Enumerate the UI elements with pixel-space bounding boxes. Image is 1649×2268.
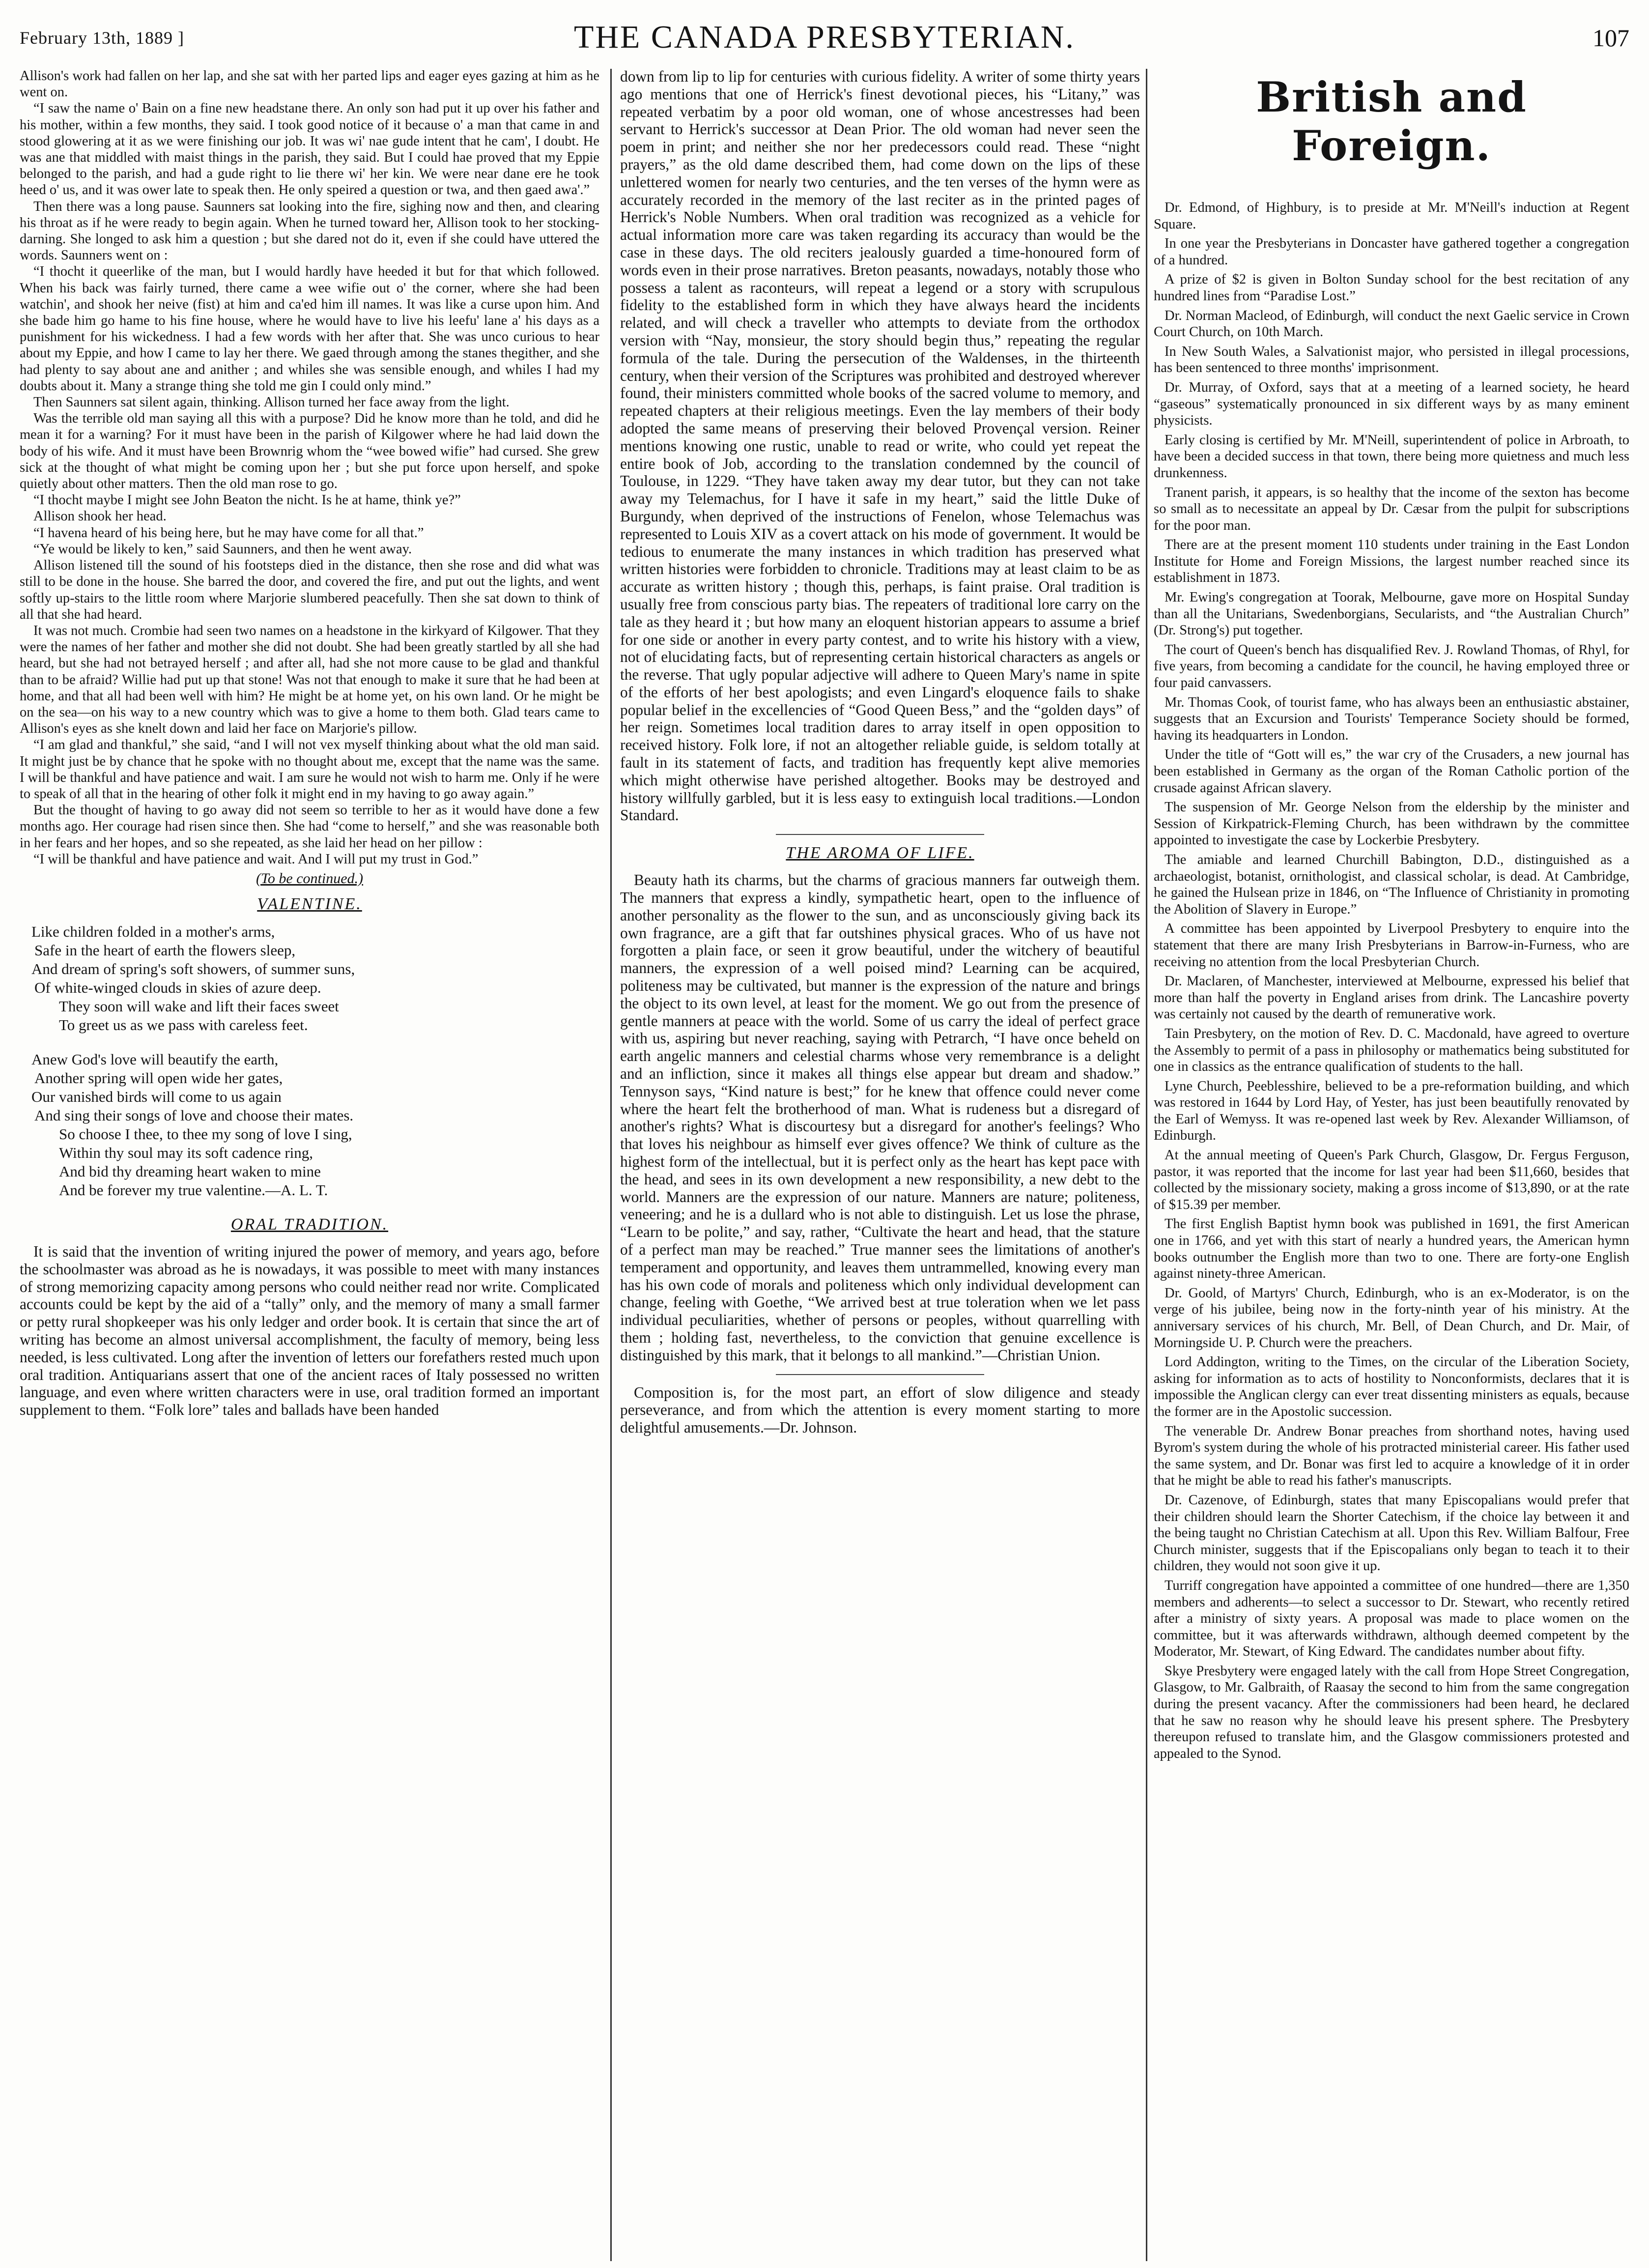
story-paragraph: But the thought of having to go away did not seem so terrible to her as it would have done a few months ago. Her courage had risen since then. She had “come to herself,” and she was reasonable both in her fears and her hopes, and so she repeated, as she laid her head on her pillow :	[20, 803, 599, 851]
news-item: Mr. Thomas Cook, of tourist fame, who has always been an enthusiastic abstainer, suggests that an Excursion and Tourists' Temperance Society should be formed, having its headquarters in London.	[1154, 694, 1629, 743]
story-paragraph: “Ye would be likely to ken,” said Saunners, and then he went away.	[33, 541, 412, 557]
story-paragraph: “I saw the name o' Bain on a fine new headstane there. An only son had put it up over his father and his mother, within a few months, they said. I took good notice of it because o' a man that came in and stood glowering at it as we were finishing our job. It was wi' nae gude intent that he cam', I doubt. He was ane that middled with maist things in the parish, they said. But I could hae proved that my Eppie belonged to the parish, and had a gude right to lie there wi' her kin. We were near dane ere he took heed o' us, and it was ower late to speak then. He only speired a question or twa, and then gaed awa'.”	[20, 101, 599, 198]
news-item: A committee has been appointed by Liverpool Presbytery to enquire into the statement that there are many Irish Presbyterians in Barrow-in-Furness, who are receiving no attention from the local Presbyterian Church.	[1154, 921, 1629, 970]
news-item: The venerable Dr. Andrew Bonar preaches from shorthand notes, having used Byrom's system during the whole of his protracted ministerial career. His father used the same system, and Dr. Bonar was first led to acquire a knowledge of it in order that he might be able to read his father's manuscripts.	[1154, 1423, 1629, 1489]
news-item: Dr. Norman Macleod, of Edinburgh, will conduct the next Gaelic service in Crown Court Church, on 10th March.	[1154, 308, 1629, 340]
news-item: The amiable and learned Churchill Babington, D.D., distinguished as a archaeologist, botanist, ornithologist, and classical scholar, is dead. At Cambridge, he gained the Hulsean prize in 1846, on “The Influence of Christianity in promoting the Abolition of Slavery in Europe.”	[1154, 852, 1629, 917]
johnson-quote	[620, 1384, 1140, 1436]
poem-line: And sing their songs of love and choose their mates.	[34, 1106, 354, 1124]
story-paragraph: “I thocht maybe I might see John Beaton the nicht. Is he at hame, think ye?”	[33, 492, 461, 508]
page-header	[20, 9, 1629, 63]
news-item: Tranent parish, it appears, is so healthy that the income of the sexton has become so small as to necessitate an appeal by Dr. Cæsar from the pulpit for subscriptions for the poor man.	[1154, 485, 1629, 533]
news-item: There are at the present moment 110 students under training in the East London Institute for Home and Foreign Missions, the largest number reached since its establishment in 1873.	[1154, 537, 1629, 586]
article-paragraph: Beauty hath its charms, but the charms of gracious manners far outweigh them. The manners that express a kindly, sympathetic heart, open to the influence of another personality as the flower to the sun, and as unconsciously giving back its own fragrance, are a gift that far outshines physical graces. Who of us have not forgotten a plain face, or seen it grow beautiful, under the witchery of beautiful manners, the expression of a well poised mind? Learning can be acquired, politeness may be cultivated, but manner is the expression of the nature and brings the object to its own level, at least for the moment. We go out from the presence of gentle manners at peace with the world. Some of us carry the ideal of perfect grace with us, aspiring but never reaching, saying with Petrarch, “I have once beheld on earth angelic manners and celestial charms whose very remembrance is a delight and an infliction, since it makes all things else appear but dream and shadow.” Tennyson says, “Kind nature is best;” for he knew that offence could never come where the heart felt the brotherhood of man. What is rudeness but a disregard of another's rights? What is discourtesy but a disregard for another's feelings? Who that loves his neighbour as himself ever gives offence? We think of culture as the highest form of the intellectual, but it is perfect only as the heart has kept pace with the head, and sees in its own development a new responsibility, a new debt to the world. Manners are the expression of our nature. Manners are nature; politeness, veneering; and he is a dullard who is not able to distinguish. Let us lose the phrase, “Learn to be polite,” and say, rather, “Cultivate the heart and head, that the stature of a perfect man may be reached.” True manner sees the limitations of another's temperament and opportunity, and leaves them untrammelled, knowing every man has his own code of morals and politeness which only individual development can change, feeling with Goethe, “We arrived best at true toleration when we let pass individual peculiarities, whether of persons or peoples, without quarrelling with them ; holding fast, nevertheless, to the conviction that genuine excellence is distinguished by this mark, that it belongs to all mankind.”—Christian Union.	[620, 871, 1140, 1364]
section-divider	[776, 1374, 984, 1375]
poem-line: And bid thy dreaming heart waken to mine	[59, 1162, 321, 1180]
news-item: The court of Queen's bench has disqualified Rev. J. Rowland Thomas, of Rhyl, for five years, from becoming a candidate for the council, he having employed three or four paid canvassers.	[1154, 642, 1629, 691]
aroma-of-life-heading: THE AROMA OF LIFE.	[786, 844, 974, 862]
poem-line: Anew God's love will beautify the earth,	[31, 1050, 279, 1068]
poem-line: Like children folded in a mother's arms,	[31, 922, 275, 940]
poem-line: Of white-winged clouds in skies of azure deep.	[34, 978, 321, 996]
news-item: Dr. Maclaren, of Manchester, interviewed at Melbourne, expressed his belief that more than half the poverty in England arises from drink. The Lancashire poverty was certainly not caused by the dearth of remunerative work.	[1154, 974, 1629, 1022]
story-paragraph: Allison shook her head.	[33, 509, 167, 524]
story-paragraph: “I havena heard of his being here, but he may have come for all that.”	[33, 525, 424, 541]
news-item: In one year the Presbyterians in Doncaster have gathered together a congregation of a hundred.	[1154, 236, 1629, 268]
news-item: The first English Baptist hymn book was published in 1691, the first American one in 1766, and yet with this start of nearly a hundred years, the American hymn books outnumber the English more than two to one. There are forty-one English against ninety-three American.	[1154, 1216, 1629, 1282]
poem-line: They soon will wake and lift their faces sweet	[59, 997, 339, 1015]
story-paragraph: It was not much. Crombie had seen two names on a headstone in the kirkyard of Kilgower. That they were the names of her father and mother she did not doubt. She had been greatly startled by all she had heard, but she had not betrayed herself ; and after all, had she not more cause to be glad and thankful than to be afraid? Willie had put up that stone! Was not that enough to make it sure that he had been at home, and that all had been well with him? He might be at home yet, on his own land. Or he might be on the sea—on his way to a new country which was to give a home to them both. Glad tears came to Allison's eyes as she knelt down and laid her face on Marjorie's pillow.	[20, 623, 599, 737]
column-2	[620, 68, 1140, 2262]
news-item: Turriff congregation have appointed a committee of one hundred—there are 1,350 members and adherents—to select a successor to Dr. Stewart, who recently retired after a ministry of sixty years. A proposal was made to place women on the committee, but it was afterwards withdrawn, although deemed competent by the Moderator, Mr. Stewart, of King Edward. The candidates number about fifty.	[1154, 1578, 1629, 1660]
poem-line: So choose I thee, to thee my song of love I sing,	[59, 1125, 352, 1143]
story-paragraph: Allison listened till the sound of his footsteps died in the distance, then she rose and did what was still to be done in the house. She barred the door, and covered the fire, and put out the lights, and went softly up-stairs to the little room where Marjorie slumbered peacefully. Then she sat down to think of all that she had heard.	[20, 558, 599, 622]
section-divider	[776, 834, 984, 835]
poem-line: Safe in the heart of earth the flowers sleep,	[34, 941, 296, 959]
quote-paragraph: Composition is, for the most part, an effort of slow diligence and steady perseverance, and from which the attention is every moment starting to more delightful amusements.—Dr. Johnson.	[620, 1383, 1140, 1436]
story-paragraph: “I thocht it queerlike of the man, but I would hardly have heeded it but for that which followed. When his back was fairly turned, there came a wee wifie out o' the corner, where she had been watchin', and shook her neive (fist) at him and ca'ed him ill names. It was like a curse upon him. And she bade him go hame to his fine house, where he would have to live his leefu' lane a' his days as a punishment for his wickedness. I had a few words with her after that. She was unco curious to hear about my Eppie, and how I came to lay her there. We gaed through among the stanes thegither, and she had plenty to say about ane and anither ; and whiles she was sensible enough, and whiles I had my doubts about it. Many a strange thing she told me gin I could only mind.”	[20, 264, 599, 394]
story-paragraph: Then Saunners sat silent again, thinking. Allison turned her face away from the light.	[33, 395, 510, 410]
oral-tradition-continued	[620, 68, 1140, 824]
issue-date: February 13th, 1889 ]	[20, 28, 184, 48]
oral-tradition-article	[20, 1243, 599, 1419]
to-be-continued: (To be continued.)	[256, 870, 364, 887]
story-paragraph: “I am glad and thankful,” she said, “and I will not vex myself thinking about what the old man said. It might just be by chance that he spoke with no thought about me, except that the name was the same. I will be thankful and have patience and wait. I am sure he would not wish to harm me. Only if he were to speak of all that in the hearing of other folk it might end in my having to go away again.”	[20, 737, 599, 802]
story-paragraph: “I will be thankful and have patience and wait. And I will put my trust in God.”	[33, 851, 479, 867]
aroma-of-life-article	[620, 871, 1140, 1364]
poem-line: And be forever my true valentine.—A. L. T.	[59, 1181, 328, 1199]
news-item: Dr. Murray, of Oxford, says that at a meeting of a learned society, he heard “gaseous” systematically pronounced in six different ways by as many eminent physicists.	[1154, 379, 1629, 429]
news-item: Under the title of “Gott will es,” the war cry of the Crusaders, a new journal has been established in Germany as the organ of the Roman Catholic portion of the crusade against African slavery.	[1154, 747, 1629, 796]
news-items	[1154, 200, 1629, 1762]
article-paragraph: It is said that the invention of writing injured the power of memory, and years ago, before the schoolmaster was abroad as he is nowadays, it was possible to meet with many instances of strong memorizing capacity among persons who could neither read nor write. Complicated accounts could be kept by the aid of a “tally” only, and the memory of many a small farmer or petty rural shopkeeper was his only ledger and order book. It is certain that since the art of writing has become an almost universal accomplishment, the faculty of memory, being less needed, is less cultivated. Long after the invention of letters our forefathers rested much upon oral tradition. Antiquarians assert that one of the ancient races of Italy possessed no written language, and even where written characters were in use, oral tradition formed an important supplement to them. “Folk lore” tales and ballads have been handed	[20, 1242, 599, 1419]
news-item: Lord Addington, writing to the Times, on the circular of the Liberation Society, asking for information as to acts of hostility to Nonconformists, declares that it is impossible the Anglican clergy can ever treat dissenting ministers as equals, because the former are in the Apostolic succession.	[1154, 1354, 1629, 1419]
column-1	[20, 68, 599, 2262]
news-item: Tain Presbytery, on the motion of Rev. D. C. Macdonald, have agreed to overture the Assembly to permit of a pass in philosophy or mathematics being substituted for one in classics as the entrance qualification of students to the hall.	[1154, 1026, 1629, 1075]
news-item: The suspension of Mr. George Nelson from the eldership by the minister and Session of Kirkpatrick-Fleming Church, has been withdrawn by the committee appointed to investigate the case by Lockerbie Presbytery.	[1154, 800, 1629, 848]
poem-line: Our vanished birds will come to us again	[31, 1088, 282, 1105]
news-item: Dr. Goold, of Martyrs' Church, Edinburgh, who is an ex-Moderator, is on the verge of his jubilee, being now in the forty-ninth year of his ministry. At the anniversary services of his church, Mr. Bell, of Dean Church, and Dr. Mair, of Morningside U. P. Church were the preachers.	[1154, 1285, 1629, 1350]
news-item: Dr. Edmond, of Highbury, is to preside at Mr. M'Neill's induction at Regent Square.	[1154, 200, 1629, 232]
oral-tradition-heading: ORAL TRADITION.	[230, 1215, 389, 1234]
story-paragraph: Then there was a long pause. Saunners sat looking into the fire, sighing now and then, and clearing his throat as if he were ready to begin again. When he turned toward her, Allison took to her stocking-darning. She longed to ask him a question ; but she dared not do it, even if she could have uttered the words. Saunners went on :	[20, 199, 599, 263]
story-paragraph: Allison's work had fallen on her lap, and she sat with her parted lips and eager eyes gazing at him as he went on.	[20, 68, 599, 100]
article-paragraph: down from lip to lip for centuries with curious fidelity. A writer of some thirty years ago mentions that one of Herrick's finest devotional pieces, his “Litany,” was repeated verbatim by a poor old woman, one of whose ancestresses had been servant to Herrick's successor at Dean Prior. The old woman had never seen the poem in print; and neither she nor her predecessors could read. These “night prayers,” as the old dame described them, had come down on the lips of these unlettered women for nearly two centuries, and the ten verses of the hymn were as accurately recorded in the memory of the last reciter as in the printed pages of Herrick's Noble Numbers. When oral tradition was recognized as a vehicle for actual information more care was taken regarding its accuracy than would be the case in these days. The old reciters jealously guarded a time-honoured form of words even in their prose narratives. Breton peasants, nowadays, notably those who possess a talent as raconteurs, will repeat a legend or a story with scrupulous fidelity to the established form in which they have always heard the incidents related, and will check a traveller who attempts to deviate from the orthodox version with “Nay, monsieur, the story should begin thus,” repeating the regular formula of the tale. During the persecution of the Waldenses, in the thirteenth century, when their version of the Scriptures was prohibited and destroyed wherever found, their ministers committed whole books of the sacred volume to memory, and repeated chapters at their religious meetings. Even the lay members of their body adopted the same means of preserving their beloved Provençal version. Reiner mentions knowing one rustic, unable to read or write, who could yet repeat the entire book of Job, according to the translation condemned by the council of Toulouse, in 1229. “They have taken away my dear tutor, but they can not take away my Telemachus, for I have it safe in my heart,” said the little Duke of Burgundy, when deprived of the instructions of Fenelon, whose Telemachus was represented to Louis XIV as a covert attack on his mode of government. It would be tedious to enumerate the many instances in which tradition has preserved what written histories were forbidden to chronicle. Traditions may at least claim to be as accurate as written history ; though this, perhaps, is faint praise. Oral tradition is usually free from conscious party bias. The repeaters of traditional lore carry on the tale as they heard it ; but how many an eloquent historian appears to assume a brief for one side or another in every party contest, and to write his history with a view, not of elucidating facts, but of representing certain historical characters as angels or the reverse. That ugly popular adjective will adhere to Queen Mary's name in spite of the efforts of her best apologists; and even Lingard's eloquence fails to shake popular belief in the excellencies of “Good Queen Bess,” and the “golden days” of her reign. Sometimes local tradition dares to array itself in open opposition to received history. Folk lore, if not an altogether reliable guide, is seldom totally at fault in its statement of facts, and tradition has frequently kept alive memories which might otherwise have perished altogether. Books may be destroyed and history willfully garbled, but it is less easy to extinguish local traditions.—London Standard.	[620, 68, 1140, 824]
valentine-heading: VALENTINE.	[257, 894, 362, 913]
news-item: In New South Wales, a Salvationist major, who persisted in illegal processions, has been sentenced to three months' imprisonment.	[1154, 344, 1629, 376]
poem-line: Within thy soul may its soft cadence ring,	[59, 1144, 313, 1161]
column-divider	[610, 69, 612, 2261]
news-item: Mr. Ewing's congregation at Toorak, Melbourne, gave more on Hospital Sunday than all the Unitarians, Swedenborgians, Secularists, and “the Australian Church” (Dr. Strong's) put together.	[1154, 590, 1629, 638]
page-number: 107	[1592, 24, 1629, 52]
newspaper-title: THE CANADA PRESBYTERIAN.	[574, 19, 1075, 55]
poem-stanza	[20, 1050, 599, 1200]
news-item: Skye Presbytery were engaged lately with the call from Hope Street Congregation, Glasgow, to Mr. Galbraith, of Raasay the second to him from the same congregation during the present vacancy. After the commissioners had been heard, he declared that he saw no reason why he should leave his present sphere. The Presbytery thereupon refused to translate him, and the Glasgow commissioners protested and appealed to the Synod.	[1154, 1663, 1629, 1761]
news-item: A prize of $2 is given in Bolton Sunday school for the best recitation of any hundred lines from “Paradise Lost.”	[1154, 272, 1629, 304]
column-3	[1154, 68, 1629, 2262]
poem-line: And dream of spring's soft showers, of summer suns,	[31, 960, 355, 977]
story-paragraph: Was the terrible old man saying all this with a purpose? Did he know more than he told, and did he mean it for a warning? For it must have been in the parish of Kilgower where he had laid down the body of his wife. And it must have been Brownrig whom the “wee bowed wifie” had cursed. She grew sick at the thought of what might be coming upon her ; but she put force upon herself, and spoke quietly about other matters. Then the old man rose to go.	[20, 411, 599, 492]
poem-stanza	[20, 922, 599, 1034]
news-item: Early closing is certified by Mr. M'Neill, superintendent of police in Arbroath, to have been a decided success in that town, there being more quietness and much less drunkenness.	[1154, 432, 1629, 481]
valentine-poem	[20, 922, 599, 1200]
poem-line: To greet us as we pass with careless feet.	[59, 1016, 308, 1034]
poem-line: Another spring will open wide her gates,	[34, 1069, 283, 1087]
news-item: At the annual meeting of Queen's Park Church, Glasgow, Dr. Fergus Ferguson, pastor, it was reported that the income for last year had been $11,660, besides that collected by the missionary society, making a gross income of $13,890, or at the rate of $15.39 per member.	[1154, 1148, 1629, 1212]
news-item: Lyne Church, Peeblesshire, believed to be a pre-reformation building, and which was restored in 1644 by Lord Hay, of Yester, has just been beautifully renovated by the Earl of Wemyss. It was re-opened last week by Rev. Alexander Williamson, of Edinburgh.	[1154, 1078, 1629, 1144]
column-divider	[1146, 69, 1147, 2261]
news-item: Dr. Cazenove, of Edinburgh, states that many Episcopalians would prefer that their children should learn the Shorter Catechism, if the choice lay between it and the being taught no Christian Catechism at all. Upon this Rev. William Balfour, Free Church minister, suggests that if the Episcopalians only began to teach it to their children, they would not soon give it up.	[1154, 1492, 1629, 1574]
british-and-foreign-heading: British and Foreign.	[1256, 73, 1527, 170]
serial-story	[20, 68, 599, 867]
